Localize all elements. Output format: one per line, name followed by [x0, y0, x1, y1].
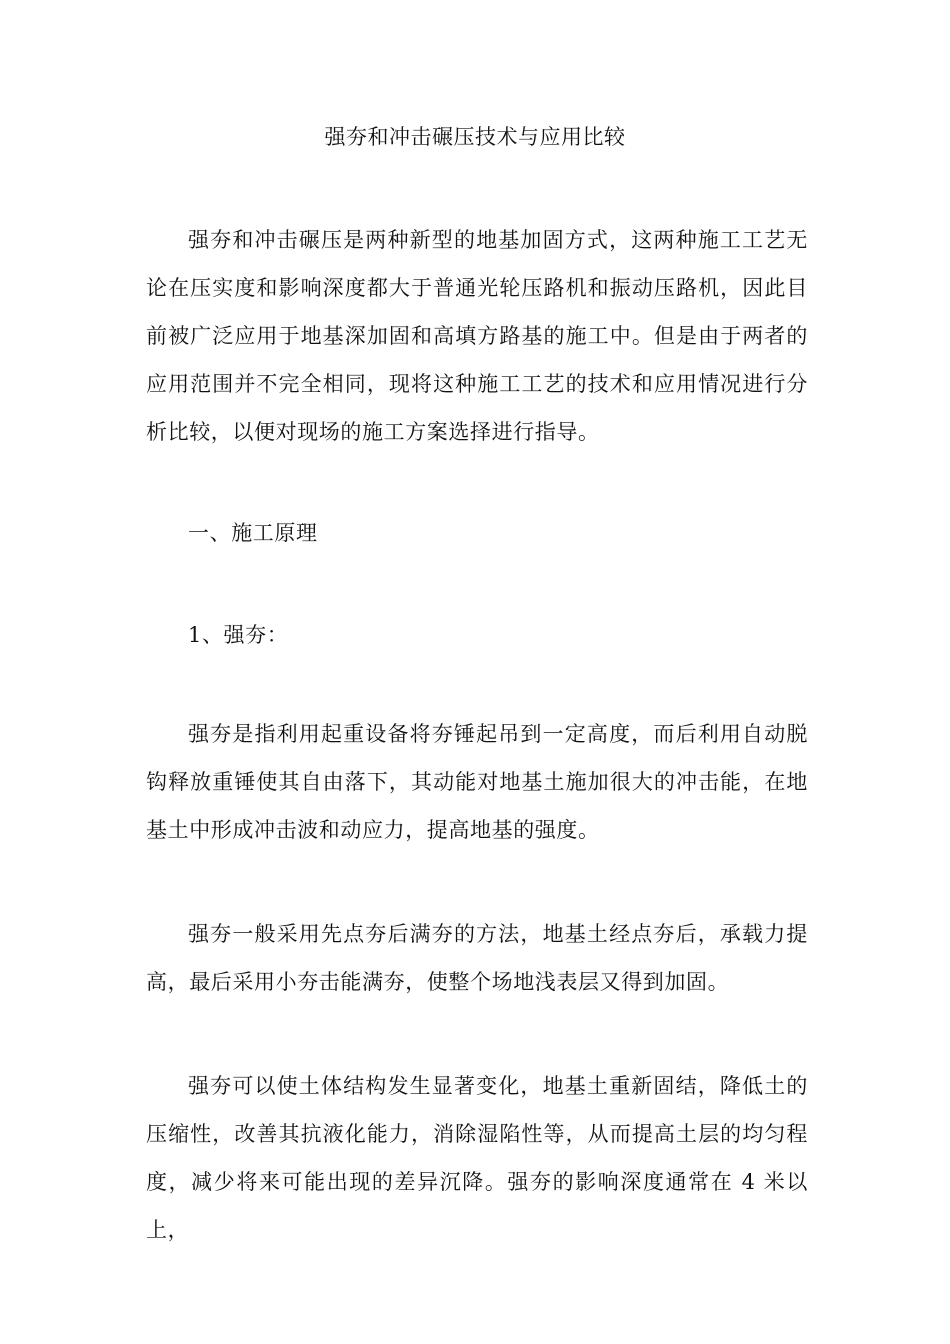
definition-paragraph: 强夯是指利用起重设备将夯锤起吊到一定高度，而后利用自动脱钩释放重锤使其自由落下，其动能对地基土施加很大的冲击能，在地基土中形成冲击波和动应力，提高地基的强度。: [146, 722, 808, 842]
method-paragraph: 强夯一般采用先点夯后满夯的方法，地基土经点夯后，承载力提高，最后采用小夯击能满夯，使整个场地浅表层又得到加固。: [146, 922, 808, 994]
intro-paragraph: 强夯和冲击碾压是两种新型的地基加固方式，这两种施工工艺无论在压实度和影响深度都大于普通光轮压路机和振动压路机，因此目前被广泛应用于地基深加固和高填方路基的施工中。但是由于两者的应用范围并不完全相同，现将这种施工工艺的技术和应用情况进行分析比较，以便对现场的施工方案选择进行指导。: [146, 228, 808, 444]
subsection-heading-dynamic-compaction: 1、强夯：: [188, 623, 289, 647]
document-title: 强夯和冲击碾压技术与应用比较: [324, 125, 626, 149]
section-heading-construction-principle: 一、施工原理: [188, 521, 318, 545]
effect-paragraph: 强夯可以使土体结构发生显著变化，地基土重新固结，降低土的压缩性，改善其抗液化能力，消除湿陷性等，从而提高土层的均匀程度，减少将来可能出现的差异沉降。强夯的影响深度通常在 4 米以上，: [146, 1074, 808, 1242]
